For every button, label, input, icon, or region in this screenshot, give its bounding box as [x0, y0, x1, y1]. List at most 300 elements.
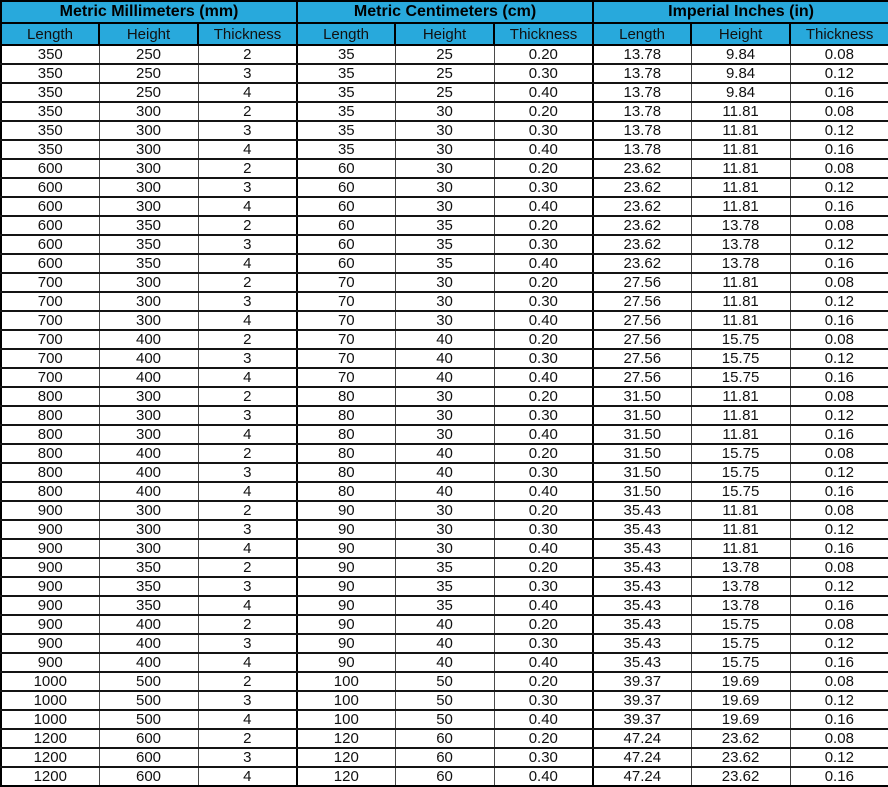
cell: 35.43 — [593, 653, 691, 672]
cell: 13.78 — [691, 235, 790, 254]
cell: 13.78 — [691, 216, 790, 235]
cell: 15.75 — [691, 482, 790, 501]
cell: 30 — [395, 159, 494, 178]
cell: 35 — [395, 254, 494, 273]
cell: 0.30 — [494, 748, 593, 767]
cell: 0.12 — [790, 349, 888, 368]
cell: 35.43 — [593, 615, 691, 634]
cell: 300 — [99, 140, 198, 159]
cell: 40 — [395, 444, 494, 463]
cell: 350 — [99, 558, 198, 577]
cell: 0.12 — [790, 463, 888, 482]
cell: 700 — [1, 349, 99, 368]
cell: 0.40 — [494, 539, 593, 558]
table-row — [1, 520, 888, 539]
cell: 0.40 — [494, 596, 593, 615]
table-row — [1, 748, 888, 767]
cell: 27.56 — [593, 368, 691, 387]
cell: 250 — [99, 45, 198, 64]
cell: 120 — [297, 767, 395, 786]
cell: 4 — [198, 653, 297, 672]
cell: 0.40 — [494, 482, 593, 501]
cell: 3 — [198, 577, 297, 596]
cell: 60 — [297, 235, 395, 254]
cell: 350 — [1, 102, 99, 121]
cell: 40 — [395, 653, 494, 672]
cell: 19.69 — [691, 672, 790, 691]
cell: 0.20 — [494, 102, 593, 121]
table-row — [1, 615, 888, 634]
cell: 90 — [297, 577, 395, 596]
cell: 300 — [99, 102, 198, 121]
cell: 0.20 — [494, 387, 593, 406]
cell: 30 — [395, 102, 494, 121]
table-row — [1, 235, 888, 254]
cell: 15.75 — [691, 463, 790, 482]
cell: 500 — [99, 691, 198, 710]
table-body — [1, 45, 888, 786]
cell: 0.30 — [494, 349, 593, 368]
cell: 1000 — [1, 691, 99, 710]
cell: 400 — [99, 653, 198, 672]
cell: 0.08 — [790, 387, 888, 406]
table-row — [1, 83, 888, 102]
cell: 350 — [1, 83, 99, 102]
cell: 0.20 — [494, 216, 593, 235]
cell: 35 — [395, 235, 494, 254]
cell: 31.50 — [593, 482, 691, 501]
table-row — [1, 444, 888, 463]
cell: 27.56 — [593, 349, 691, 368]
cell: 80 — [297, 463, 395, 482]
cell: 13.78 — [593, 140, 691, 159]
cell: 0.08 — [790, 729, 888, 748]
cell: 19.69 — [691, 710, 790, 729]
cell: 11.81 — [691, 520, 790, 539]
group-header-imperial-inches: Imperial Inches (in) — [593, 1, 888, 23]
cell: 3 — [198, 691, 297, 710]
cell: 40 — [395, 634, 494, 653]
cell: 40 — [395, 463, 494, 482]
table-row — [1, 368, 888, 387]
cell: 13.78 — [593, 64, 691, 83]
cell: 0.30 — [494, 691, 593, 710]
cell: 90 — [297, 596, 395, 615]
cell: 0.30 — [494, 634, 593, 653]
cell: 9.84 — [691, 64, 790, 83]
cell: 35.43 — [593, 558, 691, 577]
cell: 4 — [198, 425, 297, 444]
cell: 0.30 — [494, 520, 593, 539]
cell: 35 — [395, 577, 494, 596]
cell: 40 — [395, 482, 494, 501]
cell: 700 — [1, 273, 99, 292]
cell: 0.40 — [494, 311, 593, 330]
table-row — [1, 729, 888, 748]
cell: 0.16 — [790, 368, 888, 387]
cell: 600 — [99, 767, 198, 786]
cell: 500 — [99, 672, 198, 691]
table-row — [1, 634, 888, 653]
cell: 23.62 — [691, 729, 790, 748]
cell: 0.08 — [790, 45, 888, 64]
cell: 0.30 — [494, 121, 593, 140]
cell: 300 — [99, 425, 198, 444]
cell: 15.75 — [691, 653, 790, 672]
cell: 90 — [297, 520, 395, 539]
cell: 30 — [395, 387, 494, 406]
cell: 4 — [198, 710, 297, 729]
cell: 2 — [198, 558, 297, 577]
cell: 0.16 — [790, 539, 888, 558]
cell: 300 — [99, 520, 198, 539]
column-header-cell: Length — [297, 23, 395, 45]
cell: 100 — [297, 691, 395, 710]
cell: 80 — [297, 444, 395, 463]
cell: 80 — [297, 406, 395, 425]
cell: 0.30 — [494, 235, 593, 254]
cell: 25 — [395, 64, 494, 83]
cell: 700 — [1, 311, 99, 330]
cell: 2 — [198, 45, 297, 64]
cell: 31.50 — [593, 444, 691, 463]
cell: 400 — [99, 444, 198, 463]
table-row — [1, 387, 888, 406]
table-row — [1, 311, 888, 330]
cell: 2 — [198, 501, 297, 520]
cell: 1200 — [1, 748, 99, 767]
cell: 3 — [198, 463, 297, 482]
cell: 0.20 — [494, 330, 593, 349]
cell: 35 — [297, 64, 395, 83]
table-row — [1, 767, 888, 786]
cell: 0.12 — [790, 235, 888, 254]
cell: 350 — [1, 121, 99, 140]
table-row — [1, 463, 888, 482]
cell: 300 — [99, 501, 198, 520]
cell: 13.78 — [691, 596, 790, 615]
cell: 600 — [99, 748, 198, 767]
cell: 30 — [395, 520, 494, 539]
cell: 0.16 — [790, 83, 888, 102]
cell: 47.24 — [593, 767, 691, 786]
cell: 25 — [395, 45, 494, 64]
cell: 9.84 — [691, 45, 790, 64]
column-header-cell: Length — [593, 23, 691, 45]
table-row — [1, 254, 888, 273]
cell: 1000 — [1, 710, 99, 729]
cell: 40 — [395, 368, 494, 387]
cell: 4 — [198, 596, 297, 615]
cell: 600 — [1, 254, 99, 273]
cell: 700 — [1, 330, 99, 349]
cell: 2 — [198, 330, 297, 349]
cell: 600 — [99, 729, 198, 748]
cell: 50 — [395, 672, 494, 691]
cell: 600 — [1, 178, 99, 197]
cell: 350 — [99, 254, 198, 273]
cell: 23.62 — [593, 254, 691, 273]
table-row — [1, 330, 888, 349]
cell: 23.62 — [593, 235, 691, 254]
cell: 11.81 — [691, 387, 790, 406]
cell: 1200 — [1, 729, 99, 748]
cell: 2 — [198, 216, 297, 235]
cell: 0.30 — [494, 577, 593, 596]
cell: 13.78 — [593, 102, 691, 121]
cell: 0.20 — [494, 501, 593, 520]
cell: 0.20 — [494, 45, 593, 64]
table-row — [1, 292, 888, 311]
cell: 35 — [297, 140, 395, 159]
cell: 0.20 — [494, 729, 593, 748]
cell: 3 — [198, 349, 297, 368]
cell: 0.12 — [790, 64, 888, 83]
cell: 70 — [297, 349, 395, 368]
cell: 0.12 — [790, 634, 888, 653]
cell: 39.37 — [593, 672, 691, 691]
cell: 400 — [99, 330, 198, 349]
table-header — [1, 1, 888, 45]
cell: 0.08 — [790, 159, 888, 178]
cell: 47.24 — [593, 748, 691, 767]
cell: 31.50 — [593, 406, 691, 425]
cell: 1200 — [1, 767, 99, 786]
cell: 60 — [297, 254, 395, 273]
cell: 250 — [99, 83, 198, 102]
cell: 500 — [99, 710, 198, 729]
cell: 0.12 — [790, 577, 888, 596]
cell: 400 — [99, 463, 198, 482]
cell: 0.08 — [790, 330, 888, 349]
cell: 90 — [297, 539, 395, 558]
cell: 100 — [297, 710, 395, 729]
cell: 900 — [1, 615, 99, 634]
cell: 40 — [395, 349, 494, 368]
cell: 23.62 — [691, 748, 790, 767]
cell: 0.08 — [790, 501, 888, 520]
table-row — [1, 45, 888, 64]
cell: 700 — [1, 368, 99, 387]
cell: 11.81 — [691, 102, 790, 121]
cell: 70 — [297, 330, 395, 349]
cell: 0.40 — [494, 767, 593, 786]
cell: 50 — [395, 710, 494, 729]
cell: 11.81 — [691, 273, 790, 292]
group-header-metric-millimeters: Metric Millimeters (mm) — [1, 1, 297, 23]
cell: 350 — [1, 45, 99, 64]
cell: 400 — [99, 615, 198, 634]
cell: 13.78 — [691, 254, 790, 273]
cell: 0.08 — [790, 615, 888, 634]
cell: 30 — [395, 501, 494, 520]
cell: 11.81 — [691, 406, 790, 425]
cell: 300 — [99, 178, 198, 197]
cell: 11.81 — [691, 292, 790, 311]
cell: 0.20 — [494, 444, 593, 463]
cell: 13.78 — [593, 83, 691, 102]
cell: 600 — [1, 235, 99, 254]
cell: 800 — [1, 463, 99, 482]
cell: 0.30 — [494, 178, 593, 197]
cell: 350 — [99, 596, 198, 615]
cell: 13.78 — [593, 121, 691, 140]
cell: 0.08 — [790, 273, 888, 292]
cell: 2 — [198, 615, 297, 634]
cell: 120 — [297, 748, 395, 767]
cell: 23.62 — [691, 767, 790, 786]
table-row — [1, 273, 888, 292]
column-header-row — [1, 23, 888, 45]
cell: 19.69 — [691, 691, 790, 710]
column-header-cell: Thickness — [790, 23, 888, 45]
cell: 0.08 — [790, 444, 888, 463]
cell: 31.50 — [593, 463, 691, 482]
cell: 900 — [1, 634, 99, 653]
cell: 25 — [395, 83, 494, 102]
cell: 90 — [297, 501, 395, 520]
cell: 35.43 — [593, 520, 691, 539]
cell: 35.43 — [593, 501, 691, 520]
cell: 0.20 — [494, 558, 593, 577]
cell: 60 — [297, 216, 395, 235]
cell: 100 — [297, 672, 395, 691]
cell: 23.62 — [593, 216, 691, 235]
cell: 0.12 — [790, 520, 888, 539]
cell: 35 — [395, 558, 494, 577]
cell: 2 — [198, 729, 297, 748]
cell: 27.56 — [593, 292, 691, 311]
cell: 3 — [198, 406, 297, 425]
cell: 300 — [99, 539, 198, 558]
cell: 0.16 — [790, 197, 888, 216]
cell: 400 — [99, 482, 198, 501]
cell: 11.81 — [691, 159, 790, 178]
cell: 0.40 — [494, 425, 593, 444]
cell: 300 — [99, 406, 198, 425]
cell: 350 — [1, 64, 99, 83]
cell: 2 — [198, 672, 297, 691]
cell: 300 — [99, 292, 198, 311]
cell: 2 — [198, 444, 297, 463]
cell: 35.43 — [593, 577, 691, 596]
cell: 80 — [297, 425, 395, 444]
cell: 0.30 — [494, 463, 593, 482]
cell: 30 — [395, 292, 494, 311]
cell: 60 — [297, 178, 395, 197]
cell: 90 — [297, 653, 395, 672]
cell: 800 — [1, 482, 99, 501]
cell: 0.20 — [494, 273, 593, 292]
cell: 0.40 — [494, 254, 593, 273]
cell: 350 — [99, 577, 198, 596]
cell: 15.75 — [691, 349, 790, 368]
cell: 800 — [1, 425, 99, 444]
cell: 0.16 — [790, 425, 888, 444]
cell: 23.62 — [593, 197, 691, 216]
table-row — [1, 558, 888, 577]
cell: 3 — [198, 292, 297, 311]
cell: 4 — [198, 311, 297, 330]
cell: 35.43 — [593, 596, 691, 615]
cell: 0.40 — [494, 197, 593, 216]
cell: 27.56 — [593, 273, 691, 292]
cell: 0.40 — [494, 653, 593, 672]
cell: 600 — [1, 197, 99, 216]
cell: 2 — [198, 159, 297, 178]
cell: 900 — [1, 596, 99, 615]
cell: 70 — [297, 292, 395, 311]
cell: 400 — [99, 634, 198, 653]
table-row — [1, 672, 888, 691]
cell: 9.84 — [691, 83, 790, 102]
cell: 350 — [99, 235, 198, 254]
cell: 300 — [99, 197, 198, 216]
cell: 0.40 — [494, 140, 593, 159]
cell: 4 — [198, 254, 297, 273]
cell: 900 — [1, 558, 99, 577]
cell: 3 — [198, 235, 297, 254]
cell: 0.12 — [790, 292, 888, 311]
cell: 250 — [99, 64, 198, 83]
table-row — [1, 121, 888, 140]
cell: 0.30 — [494, 406, 593, 425]
cell: 47.24 — [593, 729, 691, 748]
cell: 90 — [297, 615, 395, 634]
cell: 27.56 — [593, 311, 691, 330]
cell: 2 — [198, 387, 297, 406]
cell: 4 — [198, 767, 297, 786]
table-row — [1, 501, 888, 520]
cell: 0.16 — [790, 254, 888, 273]
cell: 35.43 — [593, 539, 691, 558]
cell: 0.08 — [790, 672, 888, 691]
cell: 11.81 — [691, 140, 790, 159]
cell: 13.78 — [691, 577, 790, 596]
table-row — [1, 539, 888, 558]
table-row — [1, 216, 888, 235]
cell: 40 — [395, 330, 494, 349]
cell: 35 — [297, 102, 395, 121]
cell: 70 — [297, 311, 395, 330]
cell: 800 — [1, 387, 99, 406]
cell: 3 — [198, 634, 297, 653]
cell: 15.75 — [691, 330, 790, 349]
cell: 900 — [1, 653, 99, 672]
cell: 31.50 — [593, 425, 691, 444]
cell: 39.37 — [593, 691, 691, 710]
cell: 0.12 — [790, 178, 888, 197]
cell: 350 — [99, 216, 198, 235]
cell: 0.12 — [790, 691, 888, 710]
table-row — [1, 691, 888, 710]
cell: 0.16 — [790, 767, 888, 786]
cell: 0.16 — [790, 596, 888, 615]
cell: 30 — [395, 425, 494, 444]
cell: 15.75 — [691, 634, 790, 653]
cell: 50 — [395, 691, 494, 710]
cell: 31.50 — [593, 387, 691, 406]
cell: 900 — [1, 539, 99, 558]
cell: 35 — [297, 121, 395, 140]
column-header-cell: Height — [395, 23, 494, 45]
cell: 60 — [297, 197, 395, 216]
cell: 0.16 — [790, 710, 888, 729]
table-row — [1, 577, 888, 596]
table-row — [1, 653, 888, 672]
cell: 0.12 — [790, 121, 888, 140]
cell: 400 — [99, 349, 198, 368]
